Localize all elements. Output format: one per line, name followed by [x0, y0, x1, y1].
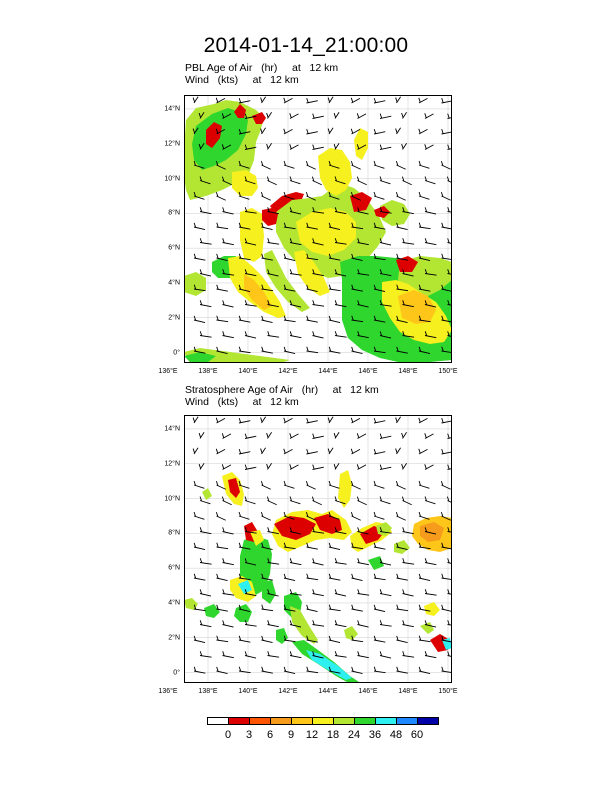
strat-lon-tick-label: 138°E [198, 688, 218, 695]
strat-lat-tick-label: 14°N [164, 425, 180, 433]
pbl-wind-barb-feather-39 [267, 144, 269, 149]
strat-wind-barb-feather-35 [442, 449, 444, 454]
strat-wind-barb-104 [374, 547, 385, 549]
strat-wind-barb-151 [352, 609, 363, 611]
pbl-lon-tick-label: 148°E [398, 368, 418, 375]
strat-wind-barb-feather-38 [245, 465, 247, 470]
strat-wind-barb-feather-25 [216, 449, 218, 454]
colorbar-label: 0 [224, 729, 232, 741]
colorbar-swatch [228, 717, 250, 725]
pbl-wind-barb-feather-183 [268, 331, 270, 336]
pbl-wind-barb-feather-32 [374, 129, 376, 134]
strat-wind-barb-feather-14 [245, 434, 247, 439]
pbl-wind-barb-199 [352, 351, 363, 354]
strat-wind-barb-176 [374, 640, 385, 642]
strat-wind-barb-feather-17 [313, 434, 315, 439]
pbl-lat-tick-label: 10°N [164, 175, 180, 183]
pbl-wind-barb-feather-158 [245, 300, 247, 305]
pbl-wind-barb-feather-4 [284, 98, 286, 103]
strat-wind-barb-132 [200, 594, 211, 597]
strat-wind-barb-109 [223, 563, 234, 565]
pbl-wind-barb-94 [425, 212, 436, 215]
strat-wind-barb-168 [194, 640, 205, 643]
strat-wind-barb-152 [374, 609, 385, 612]
strat-wind-barb-171 [262, 640, 273, 643]
strat-wind-barb-feather-12 [199, 433, 201, 438]
strat-wind-barb-feather-13 [222, 433, 224, 438]
strat-wind-barb-feather-136 [290, 589, 292, 594]
strat-wind-barb-feather-44 [380, 465, 382, 470]
strat-wind-barb-feather-128 [374, 574, 376, 579]
strat-wind-barb-120 [194, 578, 205, 580]
pbl-wind-barb-feather-20 [380, 114, 382, 119]
strat-wind-barb-188 [380, 656, 391, 659]
pbl-wind-barb-feather-31 [351, 129, 353, 134]
pbl-wind-barb-184 [290, 336, 301, 338]
page-title: 2014-01-14_21:00:00 [203, 34, 409, 57]
pbl-wind-barb-145 [217, 289, 228, 291]
pbl-wind-barb-161 [313, 305, 325, 307]
strat-wind-barb-140 [380, 594, 391, 596]
strat-wind-barb-127 [352, 578, 363, 581]
strat-wind-barb-125 [307, 578, 319, 580]
strat-wind-barb-177 [397, 640, 408, 643]
strat-wind-barb-181 [223, 656, 234, 658]
strat-wind-barb-feather-142 [425, 589, 427, 594]
strat-wind-barb-feather-194 [239, 667, 241, 672]
stratosphere-age-map-canvas [184, 415, 452, 683]
pbl-wind-barb-feather-10 [419, 98, 421, 103]
strat-wind-barb-feather-29 [307, 449, 309, 454]
pbl-lat-tick-label: 4°N [168, 279, 180, 287]
pbl-wind-barb-172 [284, 320, 296, 322]
strat-wind-barb-feather-30 [328, 449, 330, 454]
pbl-wind-barb-feather-186 [335, 331, 337, 336]
strat-wind-barb-149 [307, 609, 318, 612]
strat-wind-barb-feather-5 [307, 418, 309, 423]
strat-wind-barb-138 [335, 594, 346, 597]
strat-wind-barb-114 [335, 563, 347, 565]
colorbar-swatch [249, 717, 271, 725]
colorbar-label: 3 [245, 729, 253, 741]
strat-wind-barb-189 [403, 656, 415, 658]
strat-lat-tick-label: 6°N [168, 564, 180, 572]
pbl-wind-barb-feather-194 [239, 347, 241, 352]
pbl-wind-barb-173 [307, 320, 318, 322]
strat-wind-barb-feather-32 [374, 449, 376, 454]
strat-wind-barb-192 [194, 671, 205, 673]
strat-wind-barb-190 [425, 656, 436, 658]
strat-wind-barb-feather-42 [334, 464, 336, 469]
strat-wind-barb-feather-24 [193, 449, 195, 454]
pbl-wind-barb-feather-108 [200, 238, 202, 243]
strat-lon-tick-label: 144°E [318, 688, 338, 695]
strat-lat-tick-label: 0° [173, 669, 180, 677]
pbl-wind-barb-feather-197 [307, 347, 309, 352]
strat-wind-barb-feather-19 [357, 433, 359, 438]
pbl-wind-barb-10 [419, 98, 427, 103]
panel2-field-label: Stratosphere Age of Air (hr) at 12 km [185, 384, 379, 396]
colorbar-label: 18 [326, 729, 340, 741]
pbl-wind-barb-feather-42 [334, 144, 336, 149]
pbl-wind-barb-16 [290, 114, 298, 119]
colorbar-label: 60 [410, 729, 424, 741]
strat-lon-tick-label: 142°E [278, 688, 298, 695]
strat-wind-barb-187 [358, 656, 369, 658]
strat-wind-barb-163 [358, 625, 369, 628]
strat-wind-barb-199 [352, 671, 363, 674]
panel2-wind-label: Wind (kts) at 12 km [185, 396, 299, 408]
pbl-wind-barb-156 [200, 305, 211, 307]
pbl-wind-barb-feather-161 [313, 300, 315, 305]
strat-wind-barb-feather-7 [351, 418, 353, 423]
colorbar-label: 9 [287, 729, 295, 741]
pbl-wind-barb-feather-9 [396, 98, 398, 103]
strat-lat-tick-label: 4°N [168, 599, 180, 607]
strat-age-patch-25 [276, 628, 288, 644]
strat-wind-barb-feather-8 [374, 418, 376, 423]
pbl-lat-tick-label: 14°N [164, 105, 180, 113]
strat-wind-barb-feather-20 [380, 434, 382, 439]
strat-wind-barb-124 [284, 578, 295, 581]
colorbar-label: 48 [389, 729, 403, 741]
strat-wind-barb-162 [335, 625, 346, 627]
pbl-wind-barb-150 [329, 289, 341, 291]
strat-wind-barb-feather-0 [193, 418, 195, 423]
colorbar-label: 24 [347, 729, 361, 741]
pbl-wind-barb-117 [403, 243, 415, 245]
strat-wind-barb-157 [223, 625, 234, 628]
pbl-wind-barb-feather-3 [261, 98, 263, 103]
pbl-lat-tick-label: 6°N [168, 244, 180, 252]
strat-wind-barb-feather-164 [380, 620, 382, 625]
pbl-lat-tick-label: 8°N [168, 209, 180, 217]
strat-wind-barb-139 [358, 594, 370, 596]
strat-wind-barb-101 [307, 547, 318, 549]
strat-wind-barb-feather-10 [419, 418, 421, 423]
strat-wind-barb-feather-11 [442, 418, 444, 423]
pbl-wind-barb-feather-16 [290, 113, 292, 118]
strat-wind-barb-175 [352, 640, 364, 642]
strat-wind-barb-feather-189 [403, 651, 405, 656]
pbl-wind-barb-feather-1 [216, 98, 218, 103]
colorbar-swatch [270, 717, 292, 725]
strat-wind-barb-153 [397, 609, 409, 611]
colorbar-label: 6 [266, 729, 274, 741]
strat-wind-barb-feather-97 [217, 543, 219, 548]
pbl-lon-tick-label: 142°E [278, 368, 298, 375]
strat-wind-barb-feather-203 [442, 667, 444, 672]
strat-wind-barb-feather-133 [223, 589, 225, 594]
strat-wind-barb-147 [262, 609, 274, 611]
strat-wind-barb-feather-180 [200, 651, 202, 656]
strat-wind-barb-feather-117 [403, 558, 405, 563]
pbl-wind-barb-feather-28 [284, 129, 286, 134]
pbl-wind-barb-feather-6 [328, 98, 330, 103]
pbl-wind-barb-7 [352, 98, 360, 103]
strat-age-patch-13 [394, 540, 410, 554]
strat-wind-barb-196 [284, 671, 295, 674]
strat-wind-barb-96 [194, 547, 205, 550]
strat-age-patch-27 [306, 650, 352, 680]
strat-wind-barb-feather-40 [290, 464, 292, 469]
pbl-wind-barb-feather-131 [442, 254, 444, 259]
strat-wind-barb-feather-34 [419, 449, 421, 454]
pbl-age-map-canvas [184, 95, 452, 363]
colorbar-swatch [207, 717, 229, 725]
strat-wind-barb-feather-45 [402, 464, 404, 469]
strat-wind-barb-feather-147 [262, 605, 264, 610]
strat-wind-barb-161 [313, 625, 325, 627]
strat-wind-barb-172 [284, 640, 296, 642]
strat-wind-barb-feather-186 [335, 651, 337, 656]
strat-lat-tick-label: 10°N [164, 495, 180, 503]
strat-wind-barb-feather-4 [284, 418, 286, 423]
pbl-wind-barb-feather-5 [307, 98, 309, 103]
pbl-wind-barb-feather-41 [313, 145, 315, 150]
strat-wind-barb-118 [425, 563, 436, 565]
strat-wind-barb-113 [313, 563, 324, 566]
strat-wind-barb-feather-150 [329, 605, 331, 610]
pbl-wind-barb-feather-15 [267, 113, 269, 118]
pbl-lat-tick-label: 2°N [168, 314, 180, 322]
strat-wind-barb-feather-43 [357, 464, 359, 469]
pbl-wind-barb-feather-33 [396, 129, 398, 134]
pbl-lon-tick-label: 138°E [198, 368, 218, 375]
pbl-wind-barb-feather-45 [402, 144, 404, 149]
strat-wind-barb-feather-178 [419, 636, 421, 641]
strat-age-patch-29 [424, 602, 440, 616]
strat-wind-barb-129 [397, 578, 408, 580]
strat-wind-barb-feather-41 [313, 465, 315, 470]
pbl-wind-barb-feather-35 [442, 129, 444, 134]
pbl-wind-barb-feather-97 [217, 223, 219, 228]
pbl-wind-barb-feather-11 [442, 98, 444, 103]
strat-wind-barb-184 [290, 656, 301, 658]
pbl-wind-barb-170 [239, 320, 250, 322]
strat-wind-barb-182 [245, 656, 256, 659]
strat-wind-barb-feather-27 [261, 449, 263, 454]
strat-wind-barb-feather-139 [358, 589, 360, 594]
strat-wind-barb-feather-16 [290, 433, 292, 438]
pbl-wind-barb-4 [284, 98, 292, 103]
colorbar-swatch [312, 717, 334, 725]
strat-wind-barb-112 [290, 563, 301, 565]
colorbar-swatch [291, 717, 313, 725]
strat-wind-barb-142 [425, 594, 437, 596]
pbl-lon-tick-label: 150°E [438, 368, 458, 375]
strat-wind-barb-feather-22 [425, 433, 427, 438]
pbl-wind-barb-feather-46 [425, 144, 427, 149]
strat-lon-tick-label: 136°E [158, 688, 178, 695]
strat-wind-barb-128 [374, 578, 386, 580]
pbl-age-map [184, 95, 452, 363]
pbl-age-patch-21 [184, 272, 206, 296]
strat-wind-barb-feather-46 [425, 464, 427, 469]
strat-wind-barb-feather-3 [261, 418, 263, 423]
pbl-wind-barb-feather-18 [334, 113, 336, 118]
pbl-wind-barb-186 [335, 336, 347, 338]
strat-wind-barbs [193, 417, 452, 674]
strat-age-patch-21 [184, 598, 198, 610]
pbl-wind-barb-feather-34 [419, 129, 421, 134]
strat-wind-barb-feather-153 [397, 605, 399, 610]
pbl-wind-barb-111 [268, 243, 280, 245]
strat-wind-barb-feather-161 [313, 620, 315, 625]
strat-age-patch-2 [202, 488, 212, 500]
pbl-age-patch-10 [354, 128, 368, 160]
pbl-wind-barb-feather-7 [351, 98, 353, 103]
strat-age-patch-32 [420, 622, 434, 634]
strat-wind-barb-feather-125 [307, 574, 309, 579]
pbl-wind-barb-196 [284, 351, 295, 354]
panel1-wind-label: Wind (kts) at 12 km [185, 74, 299, 86]
strat-wind-barb-feather-200 [374, 667, 376, 672]
pbl-wind-barb-feather-22 [425, 113, 427, 118]
strat-wind-barb-202 [419, 671, 430, 674]
pbl-lon-tick-label: 136°E [158, 368, 178, 375]
strat-wind-barb-feather-9 [396, 418, 398, 423]
pbl-wind-barb-feather-19 [357, 113, 359, 118]
strat-wind-barb-feather-169 [217, 636, 219, 641]
strat-lon-tick-label: 140°E [238, 688, 258, 695]
pbl-wind-barb-feather-27 [261, 129, 263, 134]
strat-wind-barb-102 [329, 547, 340, 550]
strat-wind-barb-feather-31 [351, 449, 353, 454]
strat-wind-barb-159 [268, 625, 279, 627]
strat-wind-barb-feather-197 [307, 667, 309, 672]
strat-wind-barb-121 [217, 578, 228, 581]
pbl-wind-barb-feather-29 [307, 129, 309, 134]
pbl-wind-barb-feather-21 [402, 113, 404, 118]
strat-wind-barb-feather-28 [284, 449, 286, 454]
pbl-lat-tick-label: 12°N [164, 140, 180, 148]
pbl-wind-barb-feather-17 [313, 114, 315, 119]
pbl-wind-barb-feather-8 [374, 98, 376, 103]
strat-wind-barb-183 [268, 656, 280, 658]
strat-wind-barb-156 [200, 625, 211, 627]
pbl-wind-barb-feather-136 [290, 269, 292, 274]
strat-lat-tick-label: 12°N [164, 460, 180, 468]
strat-wind-barb-117 [403, 563, 415, 565]
pbl-wind-barb-feather-44 [380, 145, 382, 150]
strat-wind-barb-feather-2 [239, 418, 241, 423]
pbl-lat-tick-label: 0° [173, 349, 180, 357]
strat-lon-tick-label: 150°E [438, 688, 458, 695]
strat-wind-barb-186 [335, 656, 347, 658]
pbl-wind-barb-105 [397, 227, 408, 230]
strat-wind-barb-174 [329, 640, 340, 643]
strat-lat-tick-label: 2°N [168, 634, 180, 642]
strat-wind-barb-164 [380, 625, 392, 627]
colorbar-label: 12 [305, 729, 319, 741]
pbl-wind-barb-181 [223, 336, 234, 338]
strat-wind-barb-feather-39 [267, 464, 269, 469]
strat-wind-barb-85 [223, 532, 234, 535]
strat-wind-barb-feather-1 [216, 418, 218, 423]
pbl-lon-tick-label: 144°E [318, 368, 338, 375]
pbl-age-patch-14 [240, 208, 264, 262]
pbl-wind-barb-106 [419, 227, 431, 229]
strat-wind-barb-170 [239, 640, 250, 642]
pbl-wind-barb-120 [194, 258, 205, 260]
strat-lon-tick-label: 146°E [358, 688, 378, 695]
stratosphere-age-map [184, 415, 452, 683]
strat-age-patch-20 [234, 604, 252, 622]
colorbar-swatch [396, 717, 418, 725]
pbl-wind-barb-feather-30 [328, 129, 330, 134]
strat-wind-barb-115 [358, 563, 369, 565]
colorbar-swatch [333, 717, 355, 725]
pbl-lon-tick-label: 140°E [238, 368, 258, 375]
strat-wind-barb-feather-15 [267, 433, 269, 438]
strat-wind-barb-feather-18 [334, 433, 336, 438]
strat-wind-barb-feather-6 [328, 418, 330, 423]
strat-wind-barb-feather-21 [402, 433, 404, 438]
pbl-wind-barb-183 [268, 336, 280, 338]
colorbar-swatch [354, 717, 376, 725]
strat-wind-barb-130 [419, 578, 430, 581]
pbl-wind-barb-feather-169 [217, 316, 219, 321]
strat-wind-barb-178 [419, 640, 431, 642]
strat-lat-tick-label: 8°N [168, 529, 180, 537]
strat-wind-barb-feather-26 [239, 449, 241, 454]
pbl-wind-barb-feather-117 [403, 238, 405, 243]
panel1-field-label: PBL Age of Air (hr) at 12 km [185, 62, 339, 74]
colorbar-swatch [375, 717, 397, 725]
pbl-wind-barb-feather-111 [268, 238, 270, 243]
pbl-wind-barb-feather-106 [419, 223, 421, 228]
pbl-wind-barb-116 [380, 243, 391, 246]
strat-wind-barb-193 [217, 671, 228, 674]
pbl-lon-tick-label: 146°E [358, 368, 378, 375]
colorbar-swatch [417, 717, 439, 725]
strat-wind-barb-feather-36 [199, 464, 201, 469]
strat-wind-barb-137 [313, 594, 324, 596]
strat-wind-barb-feather-108 [200, 558, 202, 563]
strat-wind-barb-feather-33 [396, 449, 398, 454]
strat-lon-tick-label: 148°E [398, 688, 418, 695]
strat-wind-barb-feather-37 [222, 464, 224, 469]
pbl-wind-barb-feather-180 [200, 331, 202, 336]
strat-wind-barb-feather-114 [335, 558, 337, 563]
pbl-wind-barb-feather-150 [329, 285, 331, 290]
strat-wind-barb-feather-183 [268, 651, 270, 656]
pbl-wind-barb-feather-0 [193, 98, 195, 103]
colorbar-label: 36 [368, 729, 382, 741]
strat-wind-barb-150 [329, 609, 341, 611]
pbl-wind-barb-feather-40 [290, 144, 292, 149]
strat-wind-barb-feather-131 [442, 574, 444, 579]
strat-wind-barb-126 [329, 578, 340, 580]
pbl-wind-barb-feather-172 [284, 316, 286, 321]
